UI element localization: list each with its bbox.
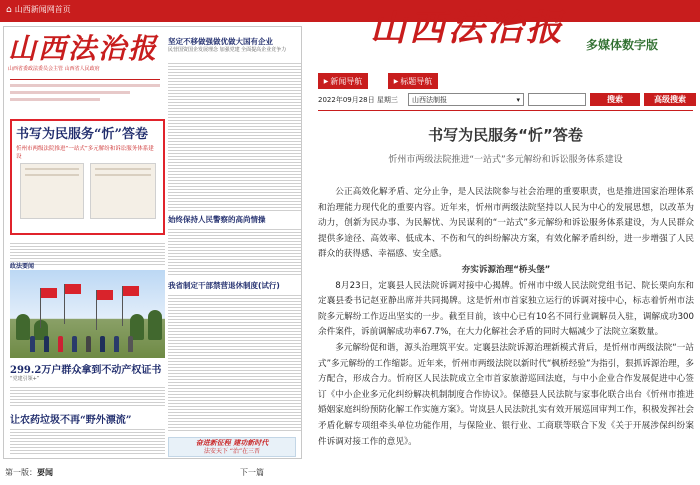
article-subtitle: 忻州市两级法院推进“一站式”多元解纷和诉讼服务体系建设 [388,155,623,165]
site-logo [370,6,690,64]
logo-title: 山西法治报 [370,7,566,49]
thumb-2 [90,163,156,219]
newspaper-select-value: 山西法制报 [412,95,447,104]
article-body [318,185,694,485]
article-title: 书写为民服务“忻”答卷 [428,126,583,144]
next-article-link[interactable]: 下一篇 [240,468,264,477]
prev-page-link[interactable]: 第一版：要闻 [5,468,53,477]
breadcrumb[interactable] [6,4,71,15]
paper-headline-box[interactable] [10,119,165,235]
article-paragraph-2: 8月23日，定襄县人民法院诉调对接中心揭牌。忻州市中级人民法院党组书记、院长栗向东和定襄县委书记赵亚静出席并共同揭牌。这是忻州市首家独立运行的诉调对接中心，标志着忻州市法院多元解纷工作迈出坚实的一步。截至目前，该中心已有10名不同行业调解员入驻，调解成功300余件案件，诉前调解成功率67.7%，在大力化解社会矛盾的同时大幅减少了法院立案数量。 [318,280,694,338]
issue-date: 2022年09月28日 星期三 [318,96,398,104]
breadcrumb-link[interactable]: 山西新闻网首页 [14,5,71,14]
paper-masthead-title: 山西法治报 [8,32,159,65]
advanced-search-button[interactable]: 高级搜索 [644,93,696,106]
paper-photo[interactable] [10,270,165,358]
paper-story-3[interactable]: 我省制定干部禁营退休制度(试行) [168,281,280,290]
triangle-right-icon: ▶ [393,77,399,85]
paper-col-label: 政法要闻 [10,263,35,270]
paper-headline-sub: 忻州市两级法院推进“一站式”多元解纷和诉讼服务体系建设 [16,146,154,160]
search-input[interactable] [528,93,586,106]
paper-story-4[interactable]: 299.2万户群众拿到不动产权证书 “党建引领+” [10,365,162,382]
newspaper-select[interactable] [408,93,524,106]
paper-story-5-text [10,427,165,455]
logo-subtitle: 多媒体数字版 [586,38,659,52]
paper-text-lines [10,241,165,265]
search-button[interactable]: 搜索 [590,93,640,106]
title-nav-button[interactable]: ▶ 标题导航 [388,73,438,89]
paper-masthead [8,31,168,73]
thumb-1 [20,163,84,219]
chevron-down-icon: ▾ [516,95,520,104]
search-bar [318,93,698,107]
news-nav-button[interactable]: ▶ 新闻导航 [318,73,368,89]
article-subhead: 夯实诉源治理“桥头堡” [461,264,551,275]
paper-headline-thumbs [20,163,156,223]
paper-story-2[interactable]: 始终保持人民警察的高尚情操 [168,215,266,224]
paper-headline[interactable]: 书写为民服务“忻”答卷 [16,127,148,142]
paper-banner-line-1: 奋进新征程 建功新时代 [195,439,269,447]
newspaper-page-image[interactable] [3,26,302,459]
article-paragraph-1: 公正高效化解矛盾、定分止争，是人民法院参与社会治理的重要职责，也是推进国家治理体系和治理能力现代化的重要内容。近年来，忻州市两级法院坚持以人民为中心的发展思想，以改革为动力，创新为民办事、为民解忧、为民谋利的“一站式”多元解纷和诉讼服务体系建设，为人民群众提供多途径、高效率、低成本、不伤和气的纠纷解决方案，有效化解矛盾纠纷，进一步增强了人民群众的获得感、幸福感、安全感。 [318,187,694,260]
paper-story-4-text [10,385,165,407]
header-divider [318,110,693,111]
paper-top-story[interactable]: 坚定不移做强做优做大国有企业 民营国资国企发展理念 加强党建 全面提高企业竞争力 [168,37,287,53]
paper-masthead-sub: 山西省委政法委员会主管 山西省人民政府 [8,66,100,72]
page-footer-nav [5,466,301,480]
paper-issue-info [10,79,160,105]
paper-right-column [168,31,301,456]
paper-banner-line-2: 法安天下 “治”在三晋 [203,448,261,455]
article-paragraph-3: 多元解纷促和谐，源头治理筑平安。定襄县法院诉源治理新模式背后，是忻州市两级法院“一站式”多元解纷的工作缩影。近年来，忻州市两级法院以新时代“枫桥经验”为指引，狠抓诉源治理，多方配合，形成合力。忻府区人民法院成立全市首家旅游巡回法庭，与中小企业合作发展促进中心签订《中小企业多元化纠纷解决机制制度合作协议》。保德县人民法院与家事化联合出台《忻州市推进婚姻家庭纠纷预防化解工作实施方案》。岢岚县人民法院扎实有效开展巡回审判工作，积极发挥社会矛盾化解专项组牵头单位功能作用，与保险业、银行业、工商联等联合下发《关于开展涉保纠纷案件诉调对接工作的意见》。 [318,342,694,447]
triangle-right-icon: ▶ [323,77,329,85]
paper-banner [168,437,296,457]
home-icon: ⌂ [6,4,12,15]
paper-story-5[interactable]: 让农药垃圾不再“野外漂流” [10,415,132,426]
